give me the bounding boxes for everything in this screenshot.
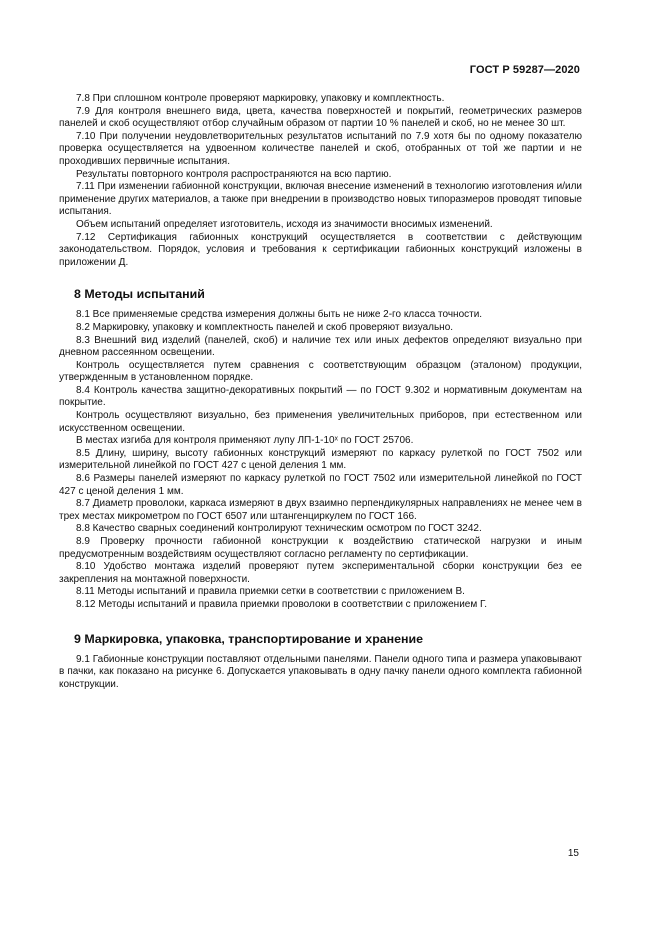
paragraph: 8.9 Проверку прочности габионной конструкции к воздействию статической нагрузки и иным предусмотренным воздействиям осуществляют согласно регламенту по сертификации. — [59, 536, 582, 560]
page-number: 15 — [567, 848, 579, 859]
paragraph: Контроль осуществляется путем сравнения с соответствующим образцом (эталоном) продукции, утвержденным в установленном порядке. — [59, 359, 582, 384]
paragraph: 8.12 Методы испытаний и правила приемки проволоки в соответствии с приложением Г. — [76, 598, 487, 610]
section-9-body — [59, 654, 582, 692]
document-id: ГОСТ Р 59287—2020 — [469, 64, 580, 76]
paragraph: Результаты повторного контроля распространяются на всю партию. — [76, 168, 392, 180]
paragraph: 8.4 Контроль качества защитно-декоративных покрытий — по ГОСТ 9.302 и нормативным документам на покрытие. — [59, 384, 582, 409]
paragraph: 8.7 Диаметр проволоки, каркаса измеряют в двух взаимно перпендикулярных направлениях не менее чем в трех местах микрометром по ГОСТ 6507 или штангенциркулем по ГОСТ 166. — [59, 498, 582, 522]
paragraph: Контроль осуществляют визуально, без применения увеличительных приборов, при естественном или искусственном освещении. — [59, 410, 582, 434]
paragraph: В местах изгиба для контроля применяют лупу ЛП-1-10ˣ по ГОСТ 25706. — [76, 435, 414, 447]
paragraph: 9.1 Габионные конструкции поставляют отдельными панелями. Панели одного типа и размера упаковывают в пачки, как показано на рисунке 6. Допускается упаковывать в одну пачку панели одного комплекта габионной конструкции. — [59, 653, 582, 690]
paragraph: 7.12 Сертификация габионных конструкций осуществляется в соответствии с действующим законодательством. Порядок, условия и требования к сертификации габионных конструкций изложены в приложении Д. — [59, 231, 582, 268]
paragraph: 7.8 При сплошном контроле проверяют маркировку, упаковку и комплектность. — [76, 93, 445, 104]
section-8-body — [59, 309, 582, 611]
section-7-body — [59, 93, 582, 269]
page-content — [59, 93, 582, 691]
paragraph: 8.10 Удобство монтажа изделий проверяют путем экспериментальной сборки конструкции без ее закрепления на монтажной поверхности. — [59, 561, 582, 585]
paragraph: Объем испытаний определяет изготовитель, исходя из значимости вносимых изменений. — [76, 218, 493, 230]
paragraph: 8.6 Размеры панелей измеряют по каркасу рулеткой по ГОСТ 7502 или измерительной линейкой по ГОСТ 427 с ценой деления 1 мм. — [59, 473, 582, 497]
paragraph: 7.9 Для контроля внешнего вида, цвета, качества поверхностей и покрытий, геометрических размеров панелей и скоб осуществляют отбор случайным образом от партии 10 % панелей и скоб, но не менее 30 шт. — [59, 105, 582, 130]
section-9-heading: 9 Маркировка, упаковка, транспортирование и хранение — [74, 631, 424, 646]
paragraph: 8.8 Качество сварных соединений контролируют техническим осмотром по ГОСТ 3242. — [76, 523, 482, 535]
paragraph: 8.11 Методы испытаний и правила приемки сетки в соответствии с приложением В. — [76, 586, 465, 598]
section-8-heading: 8 Методы испытаний — [74, 287, 205, 302]
paragraph: 7.10 При получении неудовлетворительных результатов испытаний по 7.9 хотя бы по одному показателю проверка осуществляется на удвоенном количестве панелей и скоб, отобранных от той же партии и не проходивших первичные испытания. — [59, 130, 582, 167]
paragraph: 8.3 Внешний вид изделий (панелей, скоб) и наличие тех или иных дефектов определяют визуально при дневном рассеянном освещении. — [59, 334, 582, 359]
paragraph: 8.1 Все применяемые средства измерения должны быть не ниже 2-го класса точности. — [76, 309, 483, 321]
paragraph: 8.2 Маркировку, упаковку и комплектность панелей и скоб проверяют визуально. — [76, 321, 454, 333]
paragraph: 8.5 Длину, ширину, высоту габионных конструкций измеряют по каркасу рулеткой по ГОСТ 7502 или измерительной линейкой по ГОСТ 427 с ценой деления 1 мм. — [59, 447, 582, 472]
paragraph: 7.11 При изменении габионной конструкции, включая внесение изменений в технологию изготовления и/или применение других материалов, а также при внедрении в производство новых типоразмеров проводят типовые испытания. — [59, 181, 582, 218]
